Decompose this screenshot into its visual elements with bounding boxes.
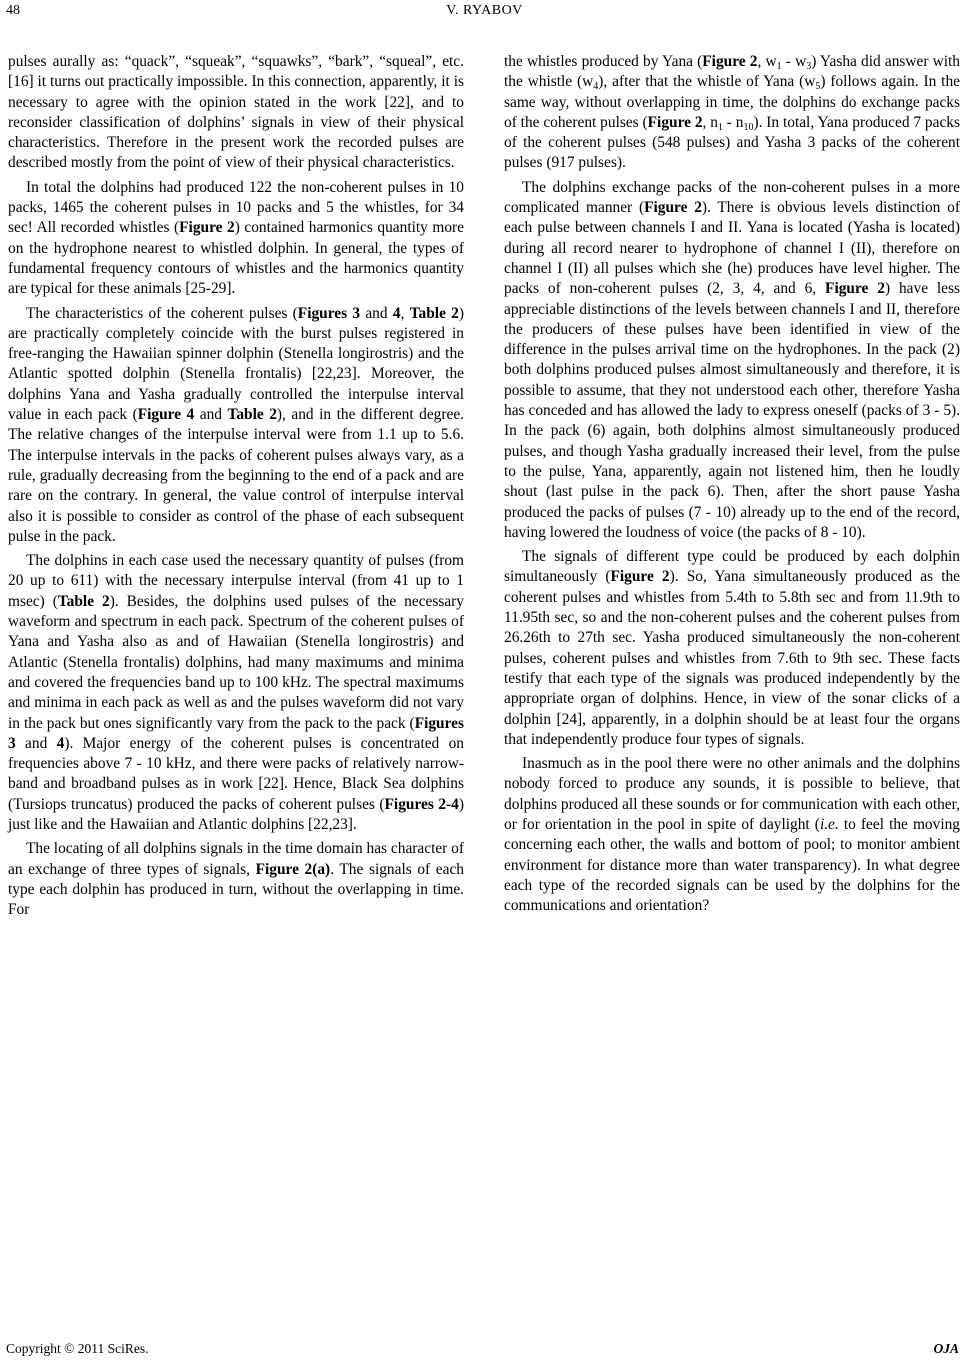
- running-head-author: V. RYABOV: [446, 3, 523, 18]
- page-number: 48: [6, 3, 20, 18]
- page-header: [0, 3, 969, 25]
- table-ref: Table 2: [57, 592, 110, 610]
- figure-ref: Figure 2: [644, 199, 702, 217]
- right-column: [504, 52, 960, 920]
- left-column: [8, 52, 464, 924]
- paragraph: pulses aurally as: “quack”, “squeak”, “squawks”, “bark”, “squeal”, etc. [16] it turns out practically impossible. In this connection, apparently, it is necessary to agree with the opinion stated in the work [22], and to reconsider classification of dolphins’ signals in view of their physical characteristics. Therefore in the present work the recorded pulses are described mostly from the point of view of their physical characteristics.: [8, 53, 464, 172]
- figure-ref: Figure 2: [610, 568, 670, 586]
- table-ref: Table 2: [227, 406, 277, 424]
- figure-ref: 4: [56, 734, 65, 752]
- paragraph: In total the dolphins had produced 122 the non-coherent pulses in 10 packs, 1465 the coherent pulses in 10 packs and 5 the whistles, for 34 sec! All recorded whistles (Figure 2) contained harmonics quantity more on the hydrophone nearest to whistled dolphin. In general, the types of fundamental frequency contours of whistles and the harmonics quantity are typical for these animals [25-29].: [8, 178, 464, 298]
- paragraph: the whistles produced by Yana (Figure 2, $w_1 - w_3$) Yasha did answer with the whistle $(w_4)$, after that the whistle of Yana $(w_5)$ follows again. In the same way, without overlapping in time, the dolphins do exchange packs of the coherent pulses (Figure 2, $n_1 - n_{10}$). In total, Yana produced 7 packs of the coherent pulses (548 pulses) and Yasha 3 packs of the coherent pulses (917 pulses).: [504, 53, 960, 172]
- journal-abbrev: OJA: [933, 1341, 959, 1356]
- copyright-notice: Copyright © 2011 SciRes.: [6, 1341, 149, 1356]
- figure-ref: Figures 3: [8, 714, 464, 752]
- figure-ref: Figure 2: [179, 219, 235, 237]
- paragraph: The dolphins in each case used the necessary quantity of pulses (from 20 up to 611) with the necessary interpulse interval (from 41 up to 1 msec) (Table 2). Besides, the dolphins used pulses of the necessary waveform and spectrum in each pack. Spectrum of the coherent pulses of Yana and Yasha also as and of Hawaiian (Stenella longirostris) and Atlantic (Stenella frontalis) dolphins, had many maximums and minima and covered the frequencies band up to 100 kHz. The spectral maximums and minima in each pack as well as and the pulses waveform did not vary in the pack but ones significantly vary from the pack to the pack (Figures 3 and 4). Major energy of the coherent pulses is concentrated on frequencies above 7 - 10 kHz, and there were packs of relatively narrow-band and broadband pulses as in work [22]. Hence, Black Sea dolphins (Tursiops truncatus) produced the packs of coherent pulses (Figures 2-4) just like and the Hawaiian and Atlantic dolphins [22,23].: [8, 552, 464, 833]
- figure-ref: 4: [392, 304, 401, 322]
- figure-ref: Figures 3: [297, 304, 361, 322]
- figure-ref: Figure 4: [137, 406, 195, 424]
- figure-ref: Figure 2: [647, 113, 703, 131]
- figure-ref: Figure 2(a): [255, 860, 331, 878]
- figure-ref: Figure 2: [825, 280, 885, 298]
- table-ref: Table 2: [409, 304, 459, 322]
- figure-ref: Figures 2-4: [384, 795, 459, 813]
- page-footer: [0, 1341, 969, 1361]
- paragraph: The locating of all dolphins signals in the time domain has character of an exchange of three types of signals, Figure 2(a). The signals of each type each dolphin has produced in turn, without the overlapping in time. For: [8, 840, 464, 919]
- paragraph: The characteristics of the coherent pulses (Figures 3 and 4, Table 2) are practically completely coincide with the burst pulses registered in free-ranging the Hawaiian spinner dolphin (Stenella longirostris) and the Atlantic spotted dolphin (Stenella frontalis) [22,23]. Moreover, the dolphins Yana and Yasha gradually controlled the interpulse interval value in each pack (Figure 4 and Table 2), and in the different degree. The relative changes of the interpulse interval were from 1.1 up to 5.6. The interpulse intervals in the packs of coherent pulses always vary, as a rule, gradually decreasing from the beginning to the end of a pack and are rare on the contrary. In general, the value control of interpulse interval also it is possible to consider as control of the phase of each subsequent pulse in the pack.: [8, 304, 465, 545]
- emphasis: i.e.: [819, 815, 839, 833]
- paragraph: The dolphins exchange packs of the non-coherent pulses in a more complicated manner (Figure 2). There is obvious levels distinction of each pulse between channels I and II. Yana is located (Yasha is located) during all record nearer to hydrophone of channel I (II), therefore on channel I (II) all pulses which she (he) produces have level higher. The packs of non-coherent pulses (2, 3, 4, and 6, Figure 2) have less appreciable distinctions of the levels between channels I and II, therefore the producers of these pulses have been identified in view of the difference in the pulses arrival time on the hydrophones. In the pack (2) both dolphins produced pulses almost simultaneously and therefore, it is possible to assume, that they not understood each other, therefore Yasha has conceded and has allowed the lady to express oneself (packs of 3 - 5). In the pack (6) again, both dolphins almost simultaneously produced pulses, and though Yasha gradually increased their level, from the pulse to the pulse, Yana, apparently, again not listened him, then he loudly shout (last pulse in the pack 6). Then, after the short pause Yasha produced the packs of pulses (7 - 10) already up to the end of the record, having lowered the loudness of voice (the packs of 8 - 10).: [504, 178, 960, 541]
- paragraph: Inasmuch as in the pool there were no other animals and the dolphins nobody forced to produce any sounds, it is possible to believe, that dolphins produced all these sounds or for communication with each other, or for orientation in the pool in spite of daylight (i.e. to feel the moving concerning each other, the walls and bottom of pool; to monitor ambient environment for distance more than water transparency). In what degree each type of the recorded signals can be used by the dolphins for the communications and orientation?: [504, 755, 960, 915]
- figure-ref: Figure 2: [702, 53, 758, 70]
- paragraph: The signals of different type could be produced by each dolphin simultaneously (Figure 2). So, Yana simultaneously produced as the coherent pulses and whistles from 5.4th to 5.8th sec and from 11.9th to 11.95th sec, so and the non-coherent pulses and the coherent pulses from 26.26th to 27th sec. Yasha produced simultaneously the non-coherent pulses, coherent pulses and whistles from 7.6th to 9th sec. These facts testify that each type of the signals was produced independently by the appropriate organ of dolphins. Hence, in view of the sonar clicks of a dolphin [24], apparently, in a dolphin should be at least four the organs that independently produce four types of signals.: [504, 548, 960, 748]
